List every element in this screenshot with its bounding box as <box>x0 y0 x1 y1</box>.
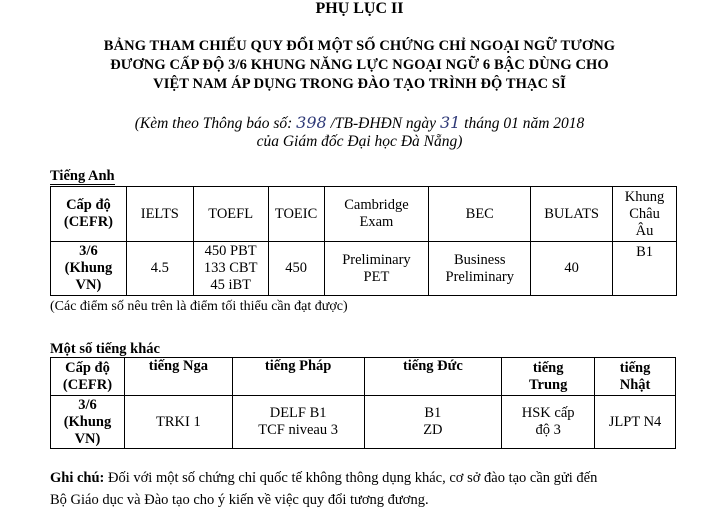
cell-bulats: 40 <box>531 242 613 296</box>
footnote <box>50 467 690 511</box>
cell-level: 3/6 (Khung VN) <box>51 242 127 296</box>
cell-german: B1 ZD <box>364 396 502 449</box>
header-bulats: BULATS <box>531 187 613 242</box>
header-japanese: tiếng Nhật <box>595 358 676 396</box>
handwritten-number: 398 <box>296 113 327 132</box>
cell-russian: TRKI 1 <box>124 396 232 449</box>
header-level: Cấp độ (CEFR) <box>51 187 127 242</box>
footnote-line-2: Bộ Giáo dục và Đào tạo cho ý kiến về việc quy đổi tương đương. <box>50 492 429 508</box>
header-toefl: TOEFL <box>193 187 268 242</box>
attachment-mid: /TB-ĐHĐN ngày <box>326 115 440 132</box>
header-toeic: TOEIC <box>268 187 324 242</box>
other-header-row <box>51 358 676 396</box>
english-header-row <box>51 187 677 242</box>
cell-toefl: 450 PBT 133 CBT 45 iBT <box>193 242 268 296</box>
attachment-prefix: (Kèm theo Thông báo số: <box>134 115 297 132</box>
title-line-1: BẢNG THAM CHIẾU QUY ĐỔI MỘT SỐ CHỨNG CHỈ NGOẠI NGỮ TƯƠNG <box>103 38 616 54</box>
header-german: tiếng Đức <box>364 358 502 396</box>
cell-level: 3/6 (Khung VN) <box>51 396 125 449</box>
cell-chinese: HSK cấp độ 3 <box>502 396 595 449</box>
appendix-title: PHỤ LỤC II <box>315 0 404 17</box>
cell-japanese: JLPT N4 <box>595 396 676 449</box>
english-data-row <box>51 242 677 296</box>
other-heading: Một số tiếng khác <box>50 341 160 357</box>
cell-ielts: 4.5 <box>126 242 193 296</box>
other-table <box>50 357 676 449</box>
footnote-line-1: Ghi chú: Đối với một số chứng chỉ quốc tế không thông dụng khác, cơ sở đào tạo cần gửi đến <box>50 470 598 486</box>
header-ielts: IELTS <box>126 187 193 242</box>
handwritten-day: 31 <box>439 113 461 132</box>
header-level: Cấp độ (CEFR) <box>51 358 125 396</box>
attachment-line-2: của Giám đốc Đại học Đà Nẵng) <box>256 133 463 150</box>
title-line-2: ĐƯƠNG CẤP ĐỘ 3/6 KHUNG NĂNG LỰC NGOẠI NGỮ 6 BẬC DÙNG CHO <box>110 57 609 73</box>
header-bec: BEC <box>429 187 531 242</box>
header-cambridge: Cambridge Exam <box>324 187 429 242</box>
cell-cambridge: Preliminary PET <box>324 242 429 296</box>
cell-khung: B1 <box>613 242 677 296</box>
english-table <box>50 186 677 296</box>
header-chinese: tiếng Trung <box>502 358 595 396</box>
header-russian: tiếng Nga <box>124 358 232 396</box>
cell-bec: Business Preliminary <box>429 242 531 296</box>
header-khung: Khung Châu Âu <box>613 187 677 242</box>
cell-french: DELF B1 TCF niveau 3 <box>232 396 364 449</box>
english-note: (Các điểm số nêu trên là điểm tối thiểu cần đạt được) <box>50 299 348 314</box>
attachment-line-1 <box>0 113 719 133</box>
other-data-row <box>51 396 676 449</box>
footnote-label: Ghi chú: <box>50 470 105 486</box>
english-heading: Tiếng Anh <box>50 168 115 184</box>
header-french: tiếng Pháp <box>232 358 364 396</box>
attachment-suffix: tháng 01 năm 2018 <box>460 115 585 132</box>
cell-toeic: 450 <box>268 242 324 296</box>
title-line-3: VIỆT NAM ÁP DỤNG TRONG ĐÀO TẠO TRÌNH ĐỘ THẠC SĨ <box>153 76 566 92</box>
